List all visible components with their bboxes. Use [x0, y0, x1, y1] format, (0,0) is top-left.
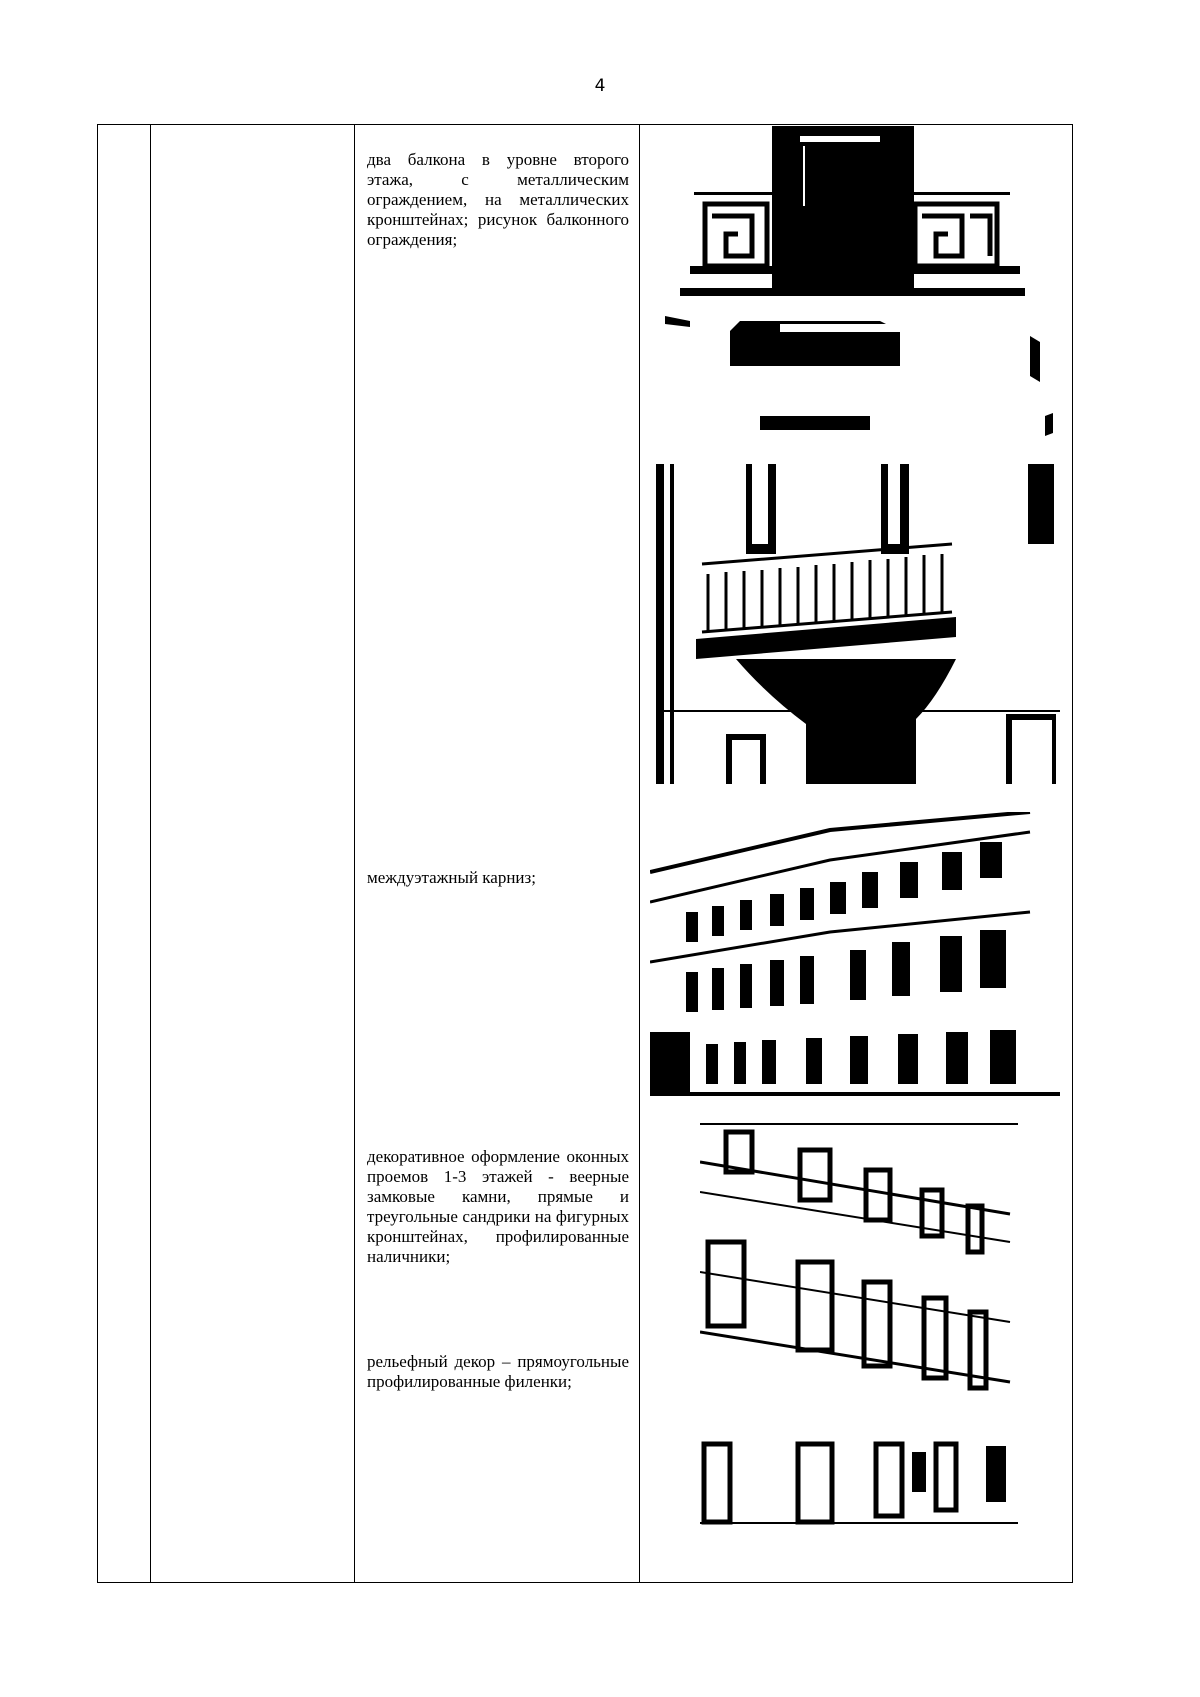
description-column [367, 150, 629, 250]
relief-decor-description: рельефный декор – прямоугольные профилированные филенки; [367, 1352, 629, 1391]
window-decor-column [367, 1147, 629, 1267]
window-decor-description: декоративное оформление оконных проемов 1-3 этажей - веерные замковые камни, прямые и треугольные сандрики на фигурных кронштейнах, профилированные наличники; [367, 1147, 629, 1266]
column-divider-2 [354, 125, 355, 1582]
facade-cornice-photo [650, 812, 1060, 1096]
column-divider-3 [639, 125, 640, 1582]
balconies-description: два балкона в уровне второго этажа, с металлическим ограждением, на металлических кронштейнах; рисунок балконного ограждения; [367, 150, 629, 249]
cornice-column [367, 868, 629, 888]
balcony-railing-photo [656, 464, 1060, 784]
balcony-door-photo [650, 126, 1058, 438]
cornice-description: междуэтажный карниз; [367, 868, 536, 887]
relief-decor-column [367, 1352, 629, 1392]
facade-windows-photo [700, 1122, 1018, 1552]
page-number: 4 [594, 76, 606, 96]
column-divider-1 [150, 125, 151, 1582]
